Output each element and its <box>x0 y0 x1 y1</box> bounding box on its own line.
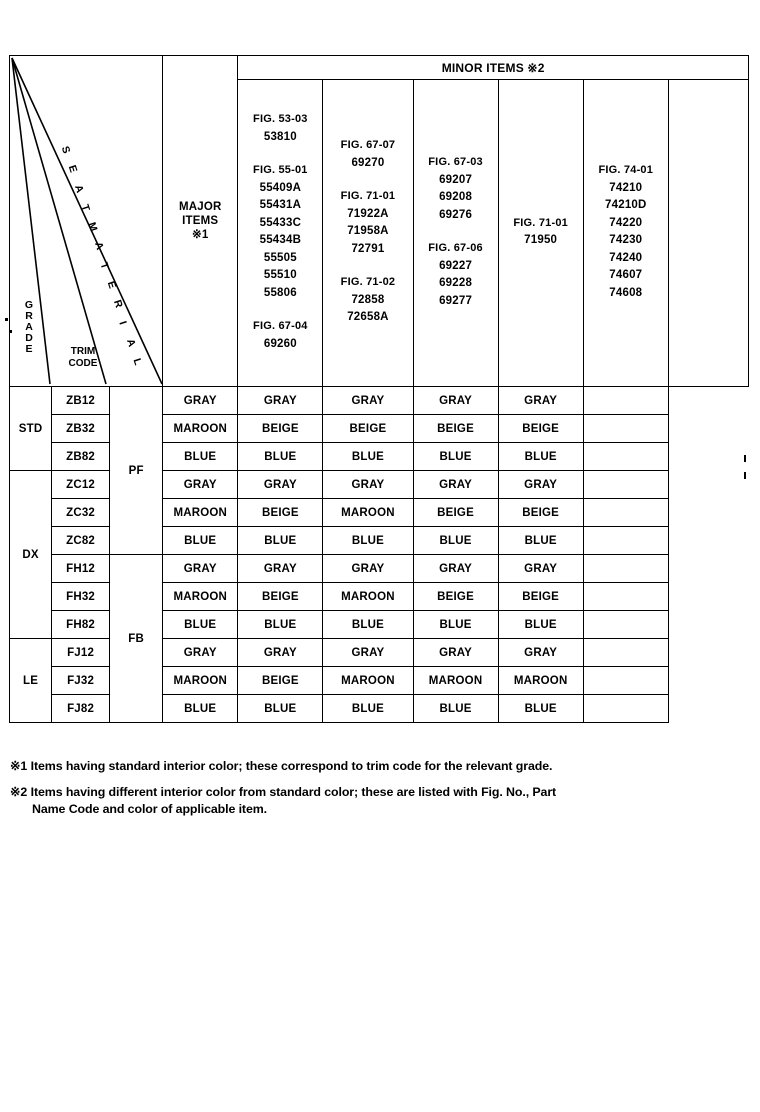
part-number: 55433C <box>259 216 302 229</box>
scan-speck <box>744 472 746 479</box>
minor-item-color-cell: BLUE <box>498 527 583 555</box>
minor-item-color-cell: BLUE <box>238 695 323 723</box>
minor-item-color-cell: GRAY <box>413 639 498 667</box>
minor-item-color-cell: GRAY <box>238 639 323 667</box>
empty-cell <box>583 471 668 499</box>
minor-item-color-cell: BEIGE <box>413 415 498 443</box>
trim-code-axis-label: TRIM CODE <box>68 346 98 369</box>
minor-item-color-cell: BLUE <box>413 443 498 471</box>
fig-number: FIG. 71-01 <box>340 190 396 203</box>
fig-group-spacer <box>323 260 412 274</box>
major-items-note-ref: ※1 <box>192 229 209 241</box>
fig-group <box>414 240 498 310</box>
empty-cell <box>583 443 668 471</box>
part-number: 71922A <box>347 207 389 220</box>
minor-item-color-cell: BLUE <box>498 695 583 723</box>
part-number: 74607 <box>609 269 643 282</box>
grade-cell: DX <box>10 471 52 639</box>
empty-cell <box>583 583 668 611</box>
minor-item-color-cell: MAROON <box>323 583 413 611</box>
footnote-2-text: Items having different interior color from standard color; these are listed with Fig. No., Part <box>30 785 557 799</box>
fig-group-spacer <box>238 304 322 318</box>
part-number: 74230 <box>609 234 643 247</box>
part-number: 55505 <box>263 251 297 264</box>
footnote-1 <box>10 758 752 775</box>
trim-code-cell: FH82 <box>52 611 110 639</box>
major-item-color-cell: BLUE <box>163 527 238 555</box>
fig-number: FIG. 71-02 <box>340 276 396 289</box>
fig-group <box>238 318 322 353</box>
seat-material-char: R <box>111 298 126 310</box>
part-number: 74210 <box>609 181 643 194</box>
seat-material-char: A <box>124 337 139 349</box>
minor-item-color-cell: BLUE <box>323 695 413 723</box>
empty-cell <box>583 499 668 527</box>
part-number: 69277 <box>439 294 473 307</box>
part-number: 71950 <box>524 234 558 247</box>
minor-item-color-cell: BLUE <box>323 443 413 471</box>
fig-column-67-03 <box>413 80 498 387</box>
seat-material-char: E <box>65 163 79 175</box>
footnote-1-mark: ※1 <box>10 759 28 773</box>
fig-number: FIG. 67-07 <box>340 139 396 152</box>
minor-item-color-cell: GRAY <box>413 471 498 499</box>
seat-material-char: L <box>130 356 145 368</box>
minor-item-color-cell: BLUE <box>413 695 498 723</box>
trim-code-cell: ZB82 <box>52 443 110 471</box>
minor-item-color-cell: BLUE <box>413 527 498 555</box>
seat-material-char: S <box>58 144 73 156</box>
minor-item-color-cell: GRAY <box>238 387 323 415</box>
table-row <box>10 387 749 415</box>
minor-item-color-cell: GRAY <box>323 471 413 499</box>
scan-speck <box>5 318 8 321</box>
major-item-color-cell: MAROON <box>163 583 238 611</box>
major-item-color-cell: BLUE <box>163 443 238 471</box>
trim-code-cell: FJ12 <box>52 639 110 667</box>
scan-speck <box>744 455 746 462</box>
minor-item-color-cell: MAROON <box>323 499 413 527</box>
trim-code-cell: FH12 <box>52 555 110 583</box>
matrix-body <box>10 387 749 723</box>
table-row <box>10 555 749 583</box>
part-number: 69207 <box>439 173 473 186</box>
fig-number: FIG. 55-01 <box>253 164 308 177</box>
empty-cell <box>583 415 668 443</box>
minor-item-color-cell: GRAY <box>498 471 583 499</box>
fig-group <box>584 162 668 302</box>
fig-group-spacer <box>414 226 498 240</box>
fig-group <box>238 111 322 146</box>
minor-item-color-cell: GRAY <box>323 387 413 415</box>
fig-number: FIG. 74-01 <box>598 164 654 177</box>
fig-column-67-07 <box>323 80 413 387</box>
trim-code-cell: FH32 <box>52 583 110 611</box>
seat-material-char: M <box>85 220 100 234</box>
empty-cell <box>583 667 668 695</box>
grade-axis-label: G R A D E <box>24 299 34 355</box>
major-item-color-cell: GRAY <box>163 555 238 583</box>
footnote-2-continuation: Name Code and color of applicable item. <box>32 802 268 816</box>
trim-code-cell: ZC32 <box>52 499 110 527</box>
fig-group-spacer <box>238 148 322 162</box>
minor-item-color-cell: GRAY <box>498 639 583 667</box>
fig-column-blank <box>668 80 748 387</box>
minor-items-header: MINOR ITEMS ※2 <box>238 56 749 80</box>
empty-cell <box>583 387 668 415</box>
part-number: 74210D <box>605 199 647 212</box>
minor-item-color-cell: BLUE <box>498 611 583 639</box>
minor-item-color-cell: GRAY <box>498 555 583 583</box>
trim-code-cell: FJ32 <box>52 667 110 695</box>
minor-item-color-cell: BEIGE <box>238 499 323 527</box>
fig-group <box>323 188 412 258</box>
fig-group-spacer <box>323 174 412 188</box>
minor-item-color-cell: GRAY <box>323 555 413 583</box>
major-item-color-cell: MAROON <box>163 415 238 443</box>
grade-cell: LE <box>10 639 52 723</box>
seat-material-char: A <box>72 182 86 195</box>
trim-code-cell: ZB12 <box>52 387 110 415</box>
part-number: 72791 <box>351 242 385 255</box>
minor-item-color-cell: GRAY <box>238 471 323 499</box>
minor-item-color-cell: BEIGE <box>238 415 323 443</box>
minor-item-color-cell: GRAY <box>413 387 498 415</box>
minor-item-color-cell: BEIGE <box>413 499 498 527</box>
minor-item-color-cell: MAROON <box>498 667 583 695</box>
part-number: 53810 <box>263 130 297 143</box>
seat-material-char: T <box>97 260 112 271</box>
minor-item-color-cell: BLUE <box>238 611 323 639</box>
part-number: 74240 <box>609 251 643 264</box>
empty-cell <box>583 611 668 639</box>
minor-item-color-cell: MAROON <box>323 667 413 695</box>
fig-group <box>323 137 412 172</box>
seat-material-cell: FB <box>110 555 163 723</box>
part-number: 55434B <box>259 234 302 247</box>
minor-item-color-cell: BLUE <box>238 443 323 471</box>
minor-item-color-cell: BLUE <box>238 527 323 555</box>
minor-item-color-cell: BEIGE <box>498 499 583 527</box>
footnote-2-mark: ※2 <box>10 785 28 799</box>
minor-item-color-cell: GRAY <box>238 555 323 583</box>
major-item-color-cell: GRAY <box>163 387 238 415</box>
header-row-top <box>10 56 749 80</box>
trim-code-cell: ZB32 <box>52 415 110 443</box>
part-number: 72858 <box>351 293 385 306</box>
fig-group <box>323 274 412 327</box>
seat-material-char: E <box>104 279 119 291</box>
part-number: 55806 <box>263 286 297 299</box>
minor-item-color-cell: BEIGE <box>498 583 583 611</box>
part-number: 69270 <box>351 156 385 169</box>
major-item-color-cell: GRAY <box>163 639 238 667</box>
part-number: 69260 <box>263 337 297 350</box>
major-item-color-cell: BLUE <box>163 611 238 639</box>
part-number: 69276 <box>439 208 473 221</box>
trim-code-cell: ZC82 <box>52 527 110 555</box>
fig-number: FIG. 53-03 <box>253 113 308 126</box>
fig-number: FIG. 67-04 <box>253 320 308 333</box>
minor-item-color-cell: BEIGE <box>238 583 323 611</box>
major-items-line-1: MAJOR <box>178 201 222 213</box>
part-number: 71958A <box>347 225 389 238</box>
major-item-color-cell: BLUE <box>163 695 238 723</box>
fig-group <box>414 154 498 224</box>
seat-material-char: T <box>78 202 92 213</box>
minor-item-color-cell: GRAY <box>413 555 498 583</box>
empty-cell <box>583 695 668 723</box>
scan-speck <box>9 330 12 333</box>
trim-color-matrix <box>9 55 749 723</box>
major-item-color-cell: GRAY <box>163 471 238 499</box>
footnote-2 <box>10 784 752 818</box>
part-number: 69228 <box>439 277 473 290</box>
part-number: 55431A <box>259 199 302 212</box>
part-number: 55409A <box>259 181 302 194</box>
part-number: 69227 <box>439 259 473 272</box>
fig-column-53-03 <box>238 80 323 387</box>
minor-item-color-cell: BLUE <box>413 611 498 639</box>
footnotes <box>10 758 752 827</box>
seat-material-cell: PF <box>110 387 163 555</box>
trim-code-cell: FJ82 <box>52 695 110 723</box>
minor-item-color-cell: MAROON <box>413 667 498 695</box>
minor-item-color-cell: BEIGE <box>238 667 323 695</box>
part-number: 69208 <box>439 191 473 204</box>
part-number: 72658A <box>347 311 389 324</box>
minor-item-color-cell: GRAY <box>323 639 413 667</box>
seat-material-char: A <box>91 240 106 252</box>
fig-number: FIG. 71-01 <box>513 216 568 229</box>
trim-code-cell: ZC12 <box>52 471 110 499</box>
seat-material-char: I <box>116 320 129 327</box>
major-item-color-cell: MAROON <box>163 667 238 695</box>
fig-number: FIG. 67-06 <box>428 242 483 255</box>
fig-group <box>238 162 322 302</box>
fig-column-71-01 <box>498 80 583 387</box>
minor-item-color-cell: GRAY <box>498 387 583 415</box>
fig-column-74-01 <box>583 80 668 387</box>
part-number: 74608 <box>609 286 643 299</box>
fig-number: FIG. 67-03 <box>428 156 483 169</box>
minor-item-color-cell: BEIGE <box>413 583 498 611</box>
part-number: 55510 <box>263 269 297 282</box>
major-items-header <box>163 56 238 387</box>
fig-group <box>499 215 583 250</box>
minor-item-color-cell: BLUE <box>498 443 583 471</box>
major-items-line-2: ITEMS <box>182 215 219 227</box>
matrix-table <box>9 55 749 723</box>
corner-diagonal-header <box>10 56 163 387</box>
footnote-1-text: Items having standard interior color; these correspond to trim code for the relevant grade. <box>30 759 553 773</box>
part-number: 74220 <box>609 216 643 229</box>
empty-cell <box>583 639 668 667</box>
minor-item-color-cell: BEIGE <box>498 415 583 443</box>
minor-item-color-cell: BEIGE <box>323 415 413 443</box>
minor-item-color-cell: BLUE <box>323 611 413 639</box>
grade-cell: STD <box>10 387 52 471</box>
major-item-color-cell: MAROON <box>163 499 238 527</box>
empty-cell <box>583 527 668 555</box>
minor-item-color-cell: BLUE <box>323 527 413 555</box>
empty-cell <box>583 555 668 583</box>
